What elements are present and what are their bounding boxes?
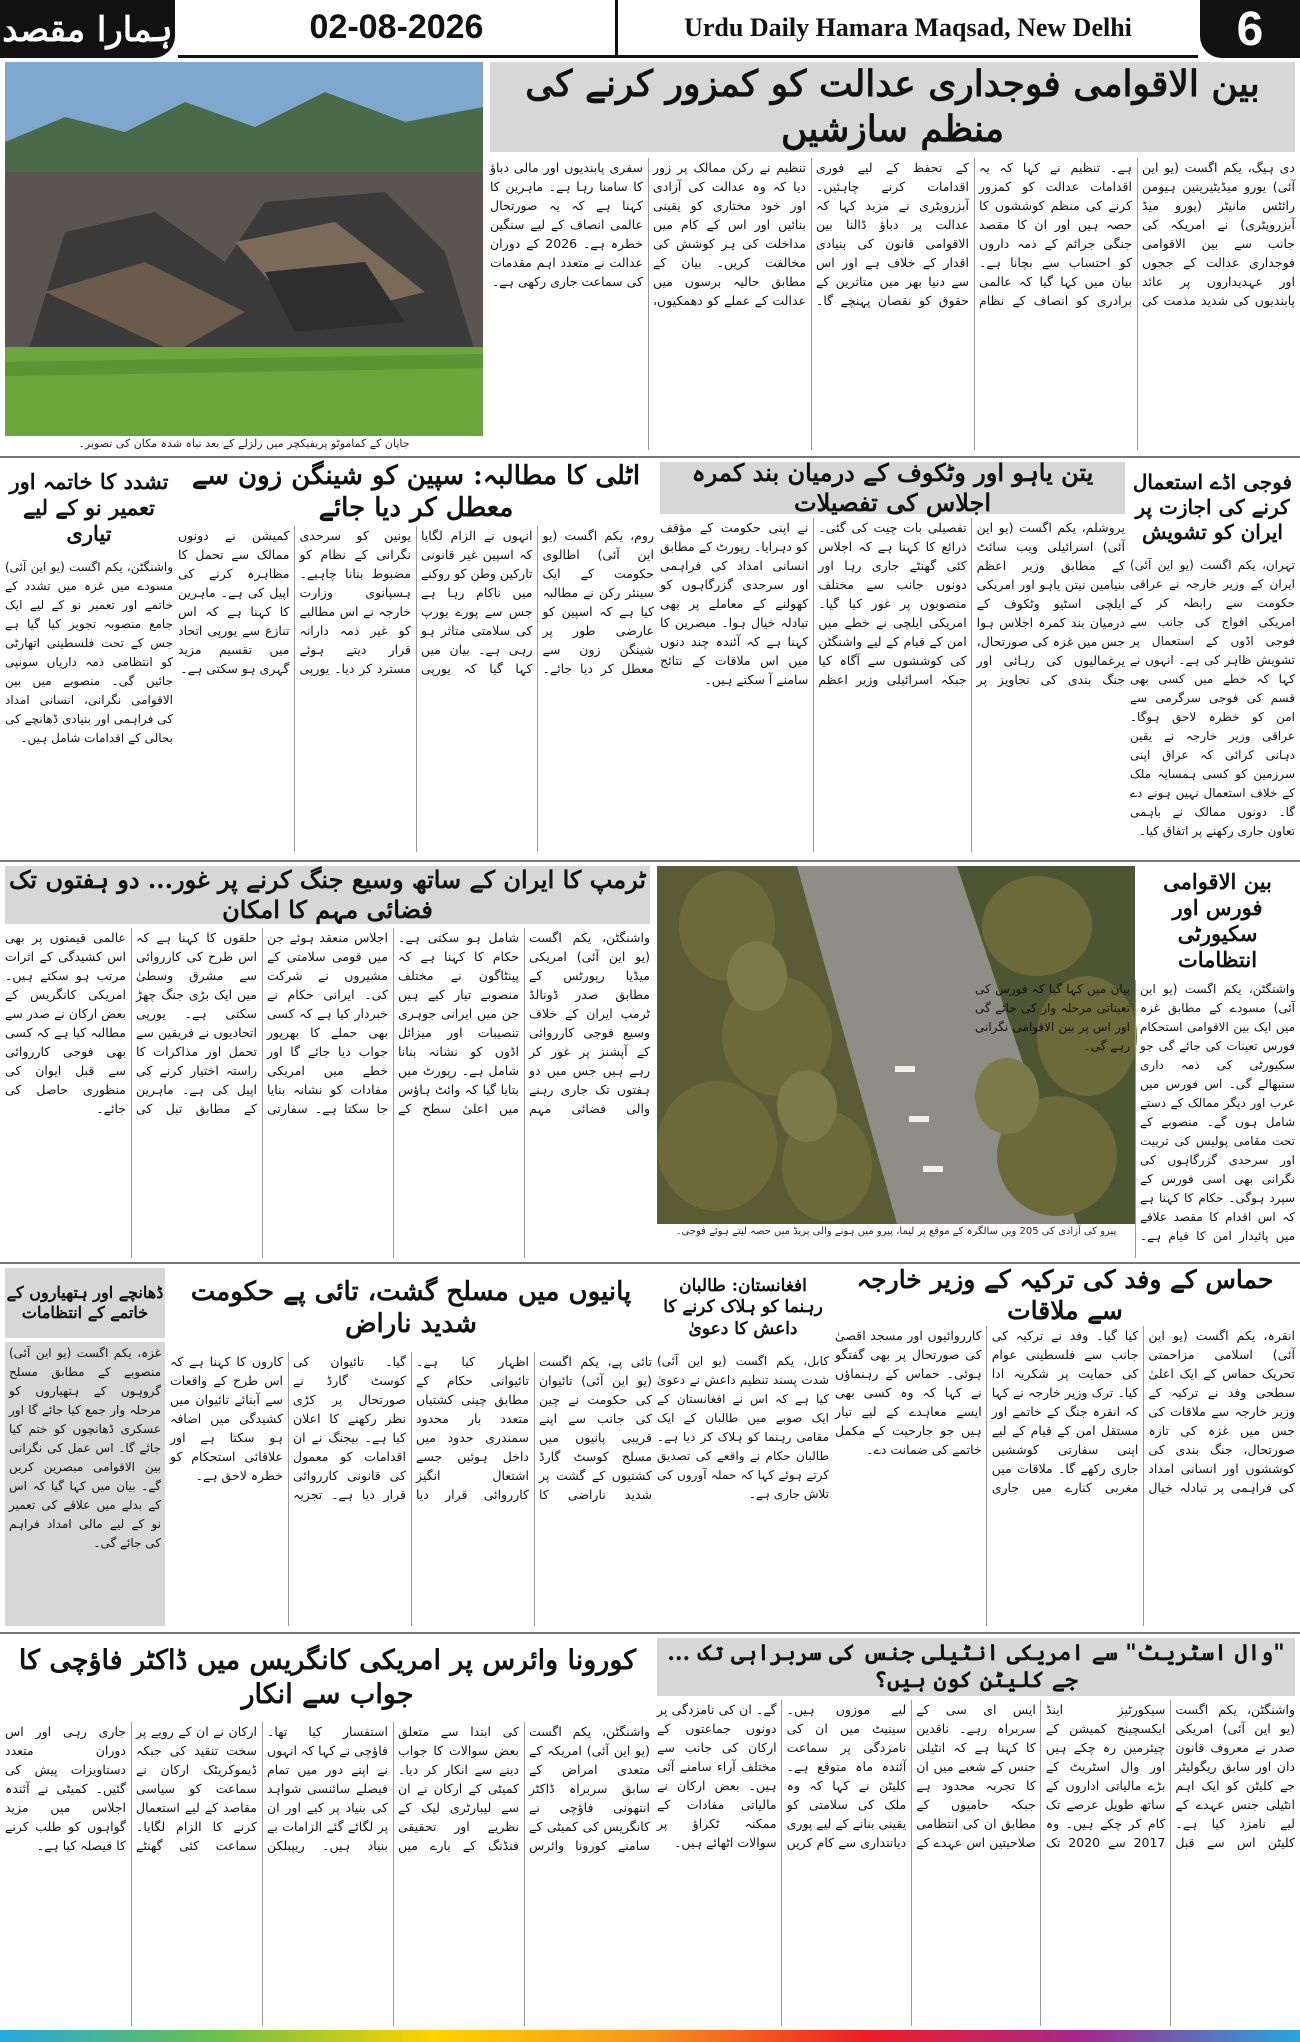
headline: ٹرمپ کا ایران کے ساتھ وسیع جنگ کرنے پر غور... دو ہفتوں تک فضائی مہم کا امکان [5, 866, 650, 924]
headline: کورونا وائرس پر امریکی کانگریس میں ڈاکٹر فاؤچی کا جواب سے انکار [18, 1645, 637, 1710]
footer-color-bar [0, 2030, 1300, 2042]
issue-date: 02-08-2026 [178, 0, 618, 58]
headline: فوجی اڈے استعمال کرنے کی اجازت پر ایران کو تشویش [1132, 469, 1293, 544]
article-body: یروشلم، یکم اگست (یو این آئی) اسرائیلی ویب سائٹ کے مطابق وزیر اعظم بنیامین نیتن یاہو اور امریکی ایلچی اسٹیو وٹکوف کے درمیان بند کمرہ اجلاس ہوا جس میں غزہ کی صورتحال، یرغمالیوں کی رہائی اور جنگ بندی کی تجاویز پر تفصیلی بات چیت کی گئی۔ ذرائع کا کہنا ہے کہ اجلاس کئی گھنٹے جاری رہا اور دونوں جانب سے مختلف منصوبوں پر غور کیا گیا۔ امریکی ایلچی نے خطے میں امن کے قیام کے لیے واشنگٹن کی کوششوں سے آگاہ کیا جبکہ اسرائیلی وزیر اعظم نے اپنی حکومت کے مؤقف کو دہرایا۔ رپورٹ کے مطابق انسانی امداد کی فراہمی اور سرحدی گزرگاہوں کو کھولنے کے معاملے پر بھی تبادلہ خیال ہوا۔ مبصرین کا کہنا ہے کہ آئندہ چند دنوں میں اس ملاقات کے نتائج سامنے آ سکتے ہیں۔ [660, 520, 1125, 687]
headline: پانیوں میں مسلح گشت، تائی پے حکومت شدید ناراض [190, 1276, 632, 1339]
headline: یتن یاہو اور وٹکوف کے درمیان بند کمرہ اجلاس کی تفصیلات [660, 462, 1125, 514]
article-body: واشنگٹن، یکم اگست (یو این آئی) مسودے کے مطابق غزہ میں ایک بین الاقوامی استحکام فورس تعینات کی جائے گی جو سکیورٹی کی ذمہ داری سنبھالے گی۔ اس فورس میں عرب اور دیگر ممالک کے دستے شامل ہوں گے۔ منصوبے کے تحت مقامی پولیس کی تربیت اور سرحدی گزرگاہوں کی نگرانی بھی اسی فورس کے سپرد ہوگی۔ حکام کا کہنا ہے کہ اس اقدام کا مقصد علاقے میں پائیدار امن کا قیام ہے۔ [1140, 982, 1295, 1243]
article-body: واشنگٹن، یکم اگست (یو این آئی) امریکی صدر نے معروف قانون دان اور سابق ریگولیٹر جے کلیٹن کو ایک اہم انٹیلی جنس عہدے کے لیے نامزد کیا ہے۔ کلیٹن اس سے قبل سیکورٹیز اینڈ ایکسچینج کمیشن کے چیئرمین رہ چکے ہیں اور وال اسٹریٹ کے بڑے مالیاتی اداروں کے ساتھ طویل عرصے تک کام کر چکے ہیں۔ وہ 2017 سے 2020 تک ایس ای سی کے سربراہ رہے۔ ناقدین کا کہنا ہے کہ انٹیلی جنس کے شعبے میں ان کا تجربہ محدود ہے جبکہ حامیوں کے مطابق ان کی انتظامی صلاحیتیں اس عہدے کے لیے موزوں ہیں۔ سینیٹ میں ان کی نامزدگی پر سماعت آئندہ ماہ متوقع ہے۔ کلیٹن نے کہا کہ وہ ملک کی سلامتی کو یقینی بنانے کے لیے پوری دیانتداری سے کام کریں گے۔ ان کی نامزدگی پر دونوں جماعتوں کے ارکان کی جانب سے مختلف آراء سامنے آئی ہیں۔ بعض ارکان نے مالیاتی مفادات کے ممکنہ ٹکراؤ پر سوالات اٹھائے ہیں۔ [657, 1702, 1295, 1850]
headline: بین الاقوامی فوجداری عدالت کو کمزور کرنے کی منظم سازشیں [490, 62, 1295, 152]
article-body: غزہ، یکم اگست (یو این آئی) منصوبے کے مطابق مسلح گروہوں کے ہتھیاروں کو مرحلہ وار جمع کیا جائے گا اور عسکری ڈھانچوں کو ختم کیا جائے گا۔ اس عمل کی نگرانی بین الاقوامی مبصرین کریں گے۔ بیان میں کہا گیا کہ اس کے بدلے میں علاقے کی تعمیر نو کے لیے مالی امداد فراہم کی جائے گی۔ [5, 1342, 165, 1626]
photo-caption: پیرو کی آزادی کی 205 ویں سالگرہ کے موقع پر لیما، پیرو میں ہونے والی پریڈ میں حصہ لیتے ہوئے فوجی۔ [675, 1226, 1117, 1237]
article-body: واشنگٹن، یکم اگست (یو این آئی) امریکی میڈیا رپورٹس کے مطابق صدر ڈونالڈ ٹرمپ ایران کے خلاف وسیع فوجی کارروائی کے آپشنز پر غور کر رہے ہیں جس میں دو ہفتوں تک جاری رہنے والی فضائی مہم شامل ہو سکتی ہے۔ حکام کا کہنا ہے کہ پینٹاگون نے مختلف منصوبے تیار کیے ہیں جن میں ایرانی جوہری تنصیبات اور میزائل اڈوں کو نشانہ بنانا شامل ہے۔ رپورٹ میں بتایا گیا کہ وائٹ ہاؤس میں اعلیٰ سطح کے اجلاس منعقد ہوئے جن میں قومی سلامتی کے مشیروں نے شرکت کی۔ ایرانی حکام نے خبردار کیا ہے کہ کسی بھی حملے کا بھرپور جواب دیا جائے گا اور خطے میں امریکی مفادات کو نشانہ بنایا جا سکتا ہے۔ سفارتی حلقوں کا کہنا ہے کہ اس طرح کی کارروائی سے مشرق وسطیٰ میں ایک بڑی جنگ چھڑ سکتی ہے۔ یورپی اتحادیوں نے فریقین سے تحمل اور مذاکرات کا راستہ اختیار کرنے کی اپیل کی ہے۔ ماہرین کے مطابق تیل کی عالمی قیمتوں پر بھی اس کشیدگی کے اثرات مرتب ہو سکتے ہیں۔ امریکی کانگریس کے بعض ارکان نے صدر سے مطالبہ کیا ہے کہ کسی بھی فوجی کارروائی سے قبل ایوان کی منظوری حاصل کی جائے۔ [5, 930, 650, 1116]
page-number: 6 [1200, 0, 1300, 58]
earthquake-photo [5, 62, 483, 436]
article-body: تہران، یکم اگست (یو این آئی) ایران کے وزیر خارجہ نے عراقی حکومت سے رابطہ کر کے امریکی افواج کی جانب سے فوجی اڈوں کے استعمال پر تشویش ظاہر کی ہے۔ انہوں نے کہا کہ خطے میں کسی بھی قسم کی فوجی سرگرمی سے امن کو خطرہ لاحق ہوگا۔ عراقی وزیر خارجہ نے یقین دہانی کرائی کہ عراق اپنی سرزمین کو کسی ہمسایہ ملک کے خلاف استعمال نہیں ہونے دے گا۔ دونوں ممالک نے باہمی تعاون جاری رکھنے پر اتفاق کیا۔ [1130, 558, 1295, 838]
article-body: انقرہ، یکم اگست (یو این آئی) اسلامی مزاحمتی تحریک حماس کے ایک اعلیٰ سطحی وفد نے ترکیہ کے وزیر خارجہ سے ملاقات کی جس میں غزہ کی تازہ صورتحال، جنگ بندی کی کوششوں اور انسانی امداد کی فراہمی پر تبادلہ خیال کیا گیا۔ وفد نے ترکیہ کی جانب سے فلسطینی عوام کی حمایت پر شکریہ ادا کیا۔ ترک وزیر خارجہ نے کہا کہ انقرہ جنگ کے خاتمے اور مستقل امن کے قیام کے لیے اپنی سفارتی کوششیں جاری رکھے گا۔ ملاقات میں مغربی کنارے میں جاری کارروائیوں اور مسجد اقصیٰ کی صورتحال پر بھی گفتگو ہوئی۔ حماس کے رہنماؤں نے کہا کہ وہ کسی بھی ایسے معاہدے کے لیے تیار ہیں جو جارحیت کے مکمل خاتمے کی ضمانت دے۔ [835, 1328, 1295, 1495]
masthead: Urdu Daily Hamara Maqsad, New Delhi [618, 0, 1198, 58]
article-body: روم، یکم اگست (یو این آئی) اطالوی حکومت کے ایک سینئر رکن نے مطالبہ کیا ہے کہ اسپین کو عارضی طور پر شینگن زون سے معطل کر دیا جائے۔ انہوں نے الزام لگایا کہ اسپین غیر قانونی تارکین وطن کو روکنے میں ناکام رہا ہے جس سے پورے یورپ کی سلامتی متاثر ہو رہی ہے۔ بیان میں کہا گیا کہ یورپی یونین کو سرحدی نگرانی کے نظام کو مضبوط بنانا چاہیے۔ ہسپانوی وزارت خارجہ نے اس مطالبے کو غیر ذمہ دارانہ قرار دیتے ہوئے مسترد کر دیا۔ یورپی کمیشن نے دونوں ممالک سے تحمل کا مظاہرہ کرنے کی اپیل کی ہے۔ ماہرین کا کہنا ہے کہ اس تنازع سے یورپی اتحاد میں تقسیم مزید گہری ہو سکتی ہے۔ [178, 528, 654, 676]
headline: ڈھانچے اور ہتھیاروں کے خاتمے کے انتظامات [5, 1268, 165, 1338]
article-body: کابل، یکم اگست (یو این آئی) شدت پسند تنظیم داعش نے دعویٰ کیا ہے کہ اس نے افغانستان کے ایک صوبے میں طالبان کے ایک مقامی رہنما کو ہلاک کر دیا ہے۔ طالبان حکام نے واقعے کی تصدیق کرتے ہوئے کہا کہ حملہ آوروں کی تلاش جاری ہے۔ [657, 1354, 829, 1501]
headline: "وال اسٹریٹ" سے امریکی انٹیلی جنس کی سربراہی تک ... جے کلیٹن کون ہیں؟ [657, 1638, 1295, 1696]
divider [0, 860, 1300, 862]
headline: تشدد کا خاتمہ اور تعمیر نو کے لیے تیاری [9, 468, 169, 547]
newspaper-logo: ہمارا مقصد [0, 0, 175, 58]
headline: حماس کے وفد کی ترکیہ کے وزیر خارجہ سے ملاقات [856, 1264, 1274, 1325]
photo-caption: جاپان کے کماموٹو پریفیکچر میں زلزلے کے بعد تباہ شدہ مکان کی تصویر۔ [78, 437, 410, 450]
headline: افغانستان: طالبان رہنما کو ہلاک کرنے کا داعش کا دعویٰ [663, 1276, 823, 1339]
headline: بین الاقوامی فورس اور سکیورٹی انتظامات [1163, 868, 1272, 973]
article-body: دی ہیگ، یکم اگست (یو این آئی) یورو میڈیٹیرینین ہیومن رائٹس مانیٹر (یورو میڈ آبزرویٹری) نے امریکہ کی جانب سے بین الاقوامی فوجداری عدالت کے ججوں اور عہدیداروں پر عائد پابندیوں کی شدید مذمت کی ہے۔ تنظیم نے کہا کہ یہ اقدامات عدالت کو کمزور کرنے کی منظم کوششوں کا حصہ ہیں اور ان کا مقصد جنگی جرائم کے ذمہ داروں کو احتساب سے بچانا ہے۔ بیان میں کہا گیا کہ عالمی برادری کو انصاف کے نظام کے تحفظ کے لیے فوری اقدامات کرنے چاہئیں۔ آبزرویٹری نے مزید کہا کہ عدالت پر دباؤ ڈالنا بین الاقوامی قانون کی بنیادی اقدار کے خلاف ہے اور اس سے دنیا بھر میں متاثرین کے حقوق کو نقصان پہنچے گا۔ تنظیم نے رکن ممالک پر زور دیا کہ وہ عدالت کی آزادی اور خود مختاری کو یقینی بنائیں اور اس کے کام میں مداخلت کی ہر کوشش کی مخالفت کریں۔ بیان کے مطابق حالیہ برسوں میں عدالت کے عملے کو دھمکیوں، سفری پابندیوں اور مالی دباؤ کا سامنا رہا ہے۔ ماہرین کا کہنا ہے کہ یہ صورتحال عالمی انصاف کے لیے سنگین خطرہ ہے۔ 2026 کے دوران عدالت نے متعدد اہم مقدمات کی سماعت جاری رکھی ہے۔ [490, 160, 1295, 308]
article-body: تائی پے، یکم اگست (یو این آئی) تائیوان کی حکومت نے چین کی جانب سے اپنے قریبی پانیوں میں مسلح کوسٹ گارڈ کشتیوں کے گشت پر شدید ناراضی کا اظہار کیا ہے۔ تائیوانی حکام کے مطابق چینی کشتیاں متعدد بار محدود سمندری حدود میں داخل ہوئیں جسے اشتعال انگیز کارروائی قرار دیا گیا۔ تائیوان کی کوسٹ گارڈ نے صورتحال پر کڑی نظر رکھنے کا اعلان کیا ہے۔ بیجنگ نے ان اقدامات کو معمول کی قانونی کارروائی قرار دیا ہے۔ تجزیہ کاروں کا کہنا ہے کہ اس طرح کے واقعات سے آبنائے تائیوان میں کشیدگی میں اضافہ ہو سکتا ہے اور علاقائی استحکام کو خطرہ لاحق ہے۔ [170, 1354, 652, 1502]
page-header [0, 0, 1300, 58]
article-body: واشنگٹن، یکم اگست (یو این آئی) امریکہ کے متعدی امراض کے سابق سربراہ ڈاکٹر انتھونی فاؤچی نے کانگریس کی کمیٹی کے سامنے کورونا وائرس کی ابتدا سے متعلق بعض سوالات کا جواب دینے سے انکار کر دیا۔ کمیٹی کے ارکان نے ان سے لیبارٹری لیک کے نظریے اور تحقیقی فنڈنگ کے بارے میں استفسار کیا تھا۔ فاؤچی نے کہا کہ انہوں نے اپنے دور میں تمام فیصلے سائنسی شواہد کی بنیاد پر کیے اور ان پر لگائے گئے الزامات بے بنیاد ہیں۔ ریپبلکن ارکان نے ان کے رویے پر سخت تنقید کی جبکہ ڈیموکریٹک ارکان نے سماعت کو سیاسی مقاصد کے لیے استعمال کرنے کا الزام لگایا۔ سماعت کئی گھنٹے جاری رہی اور اس دوران متعدد دستاویزات پیش کی گئیں۔ کمیٹی نے آئندہ اجلاس میں مزید گواہوں کو طلب کرنے کا فیصلہ کیا ہے۔ [5, 1724, 650, 1853]
divider [0, 1632, 1300, 1634]
headline: اٹلی کا مطالبہ: سپین کو شینگن زون سے معطل کر دیا جائے [191, 460, 641, 523]
article-body: واشنگٹن، یکم اگست (یو این آئی) مسودے میں غزہ میں تشدد کے خاتمے اور تعمیر نو کے لیے ایک جامع منصوبہ تجویز کیا گیا ہے جس کے تحت فلسطینی اتھارٹی کو انتظامی ذمہ داریاں سونپی جائیں گی۔ منصوبے میں بین الاقوامی نگرانی، انسانی امداد کی فراہمی اور بنیادی ڈھانچے کی بحالی کے اقدامات شامل ہیں۔ [5, 560, 173, 745]
